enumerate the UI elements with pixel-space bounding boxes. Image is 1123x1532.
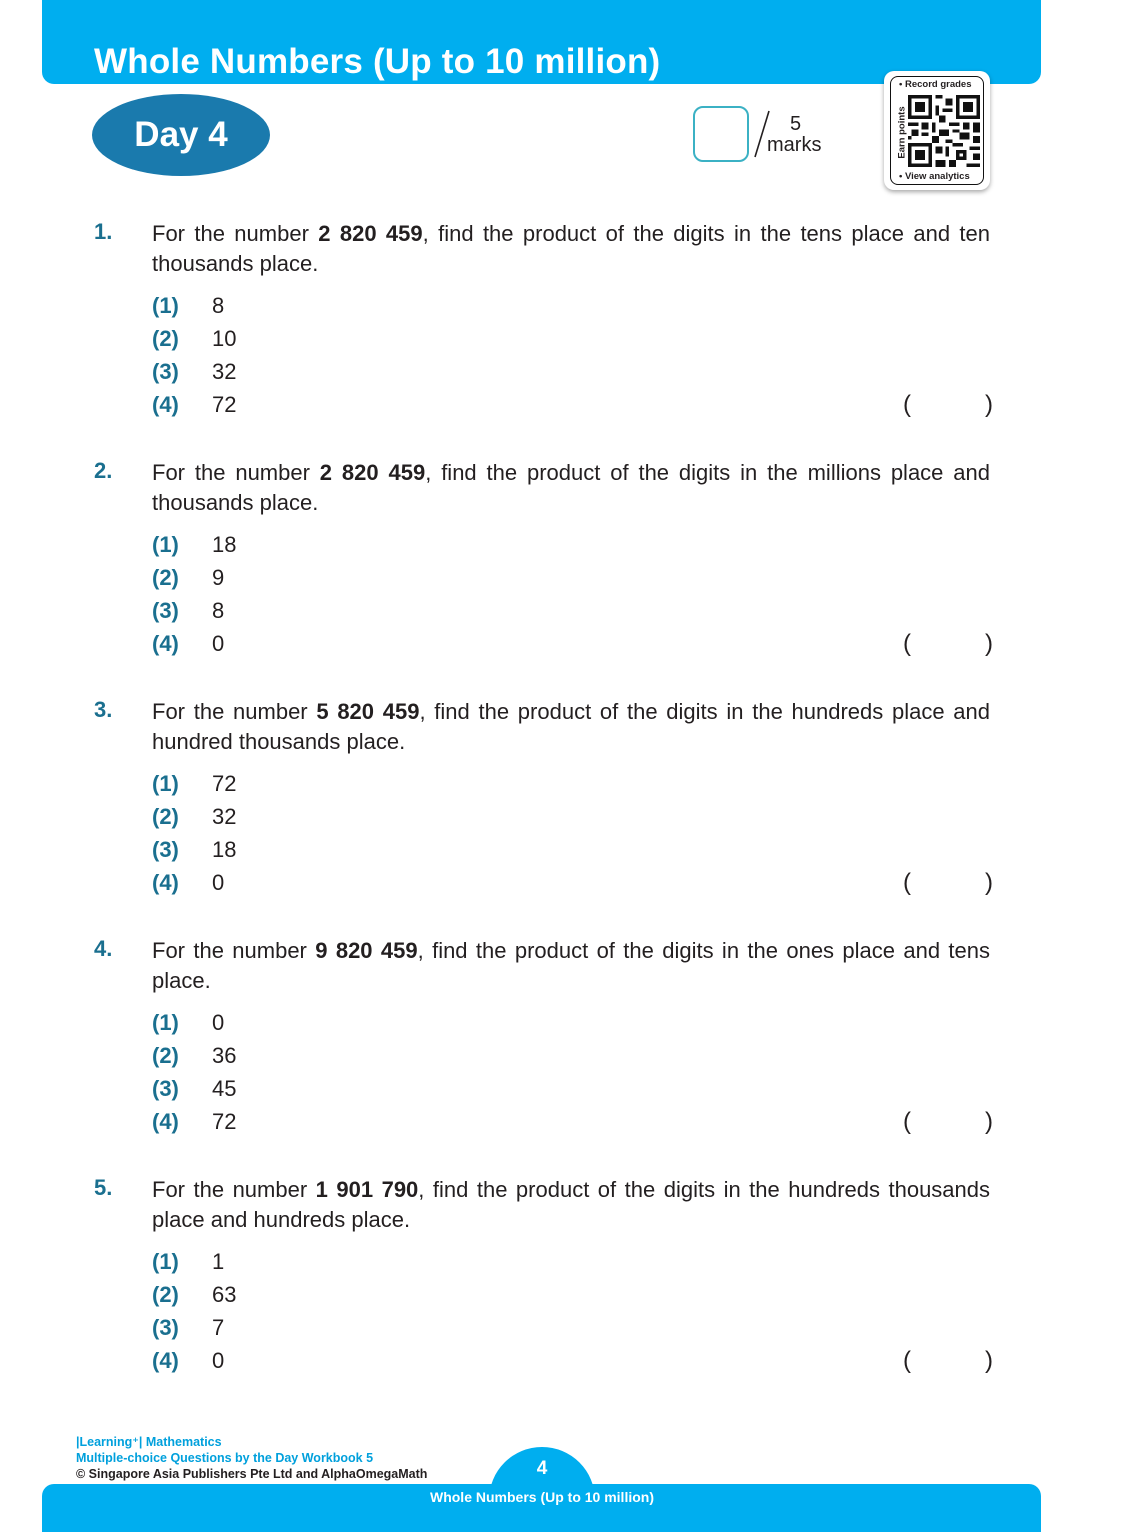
question-number-value: 1 901 790	[315, 1177, 419, 1202]
answer-blank[interactable]: ( )	[903, 869, 993, 896]
option-1[interactable]: (1) 8	[152, 293, 225, 318]
option-1[interactable]: (1) 1	[152, 1249, 225, 1274]
question-number-value: 2 820 459	[319, 460, 426, 485]
answer-blank[interactable]: ( )	[903, 391, 993, 418]
option-4[interactable]: (4) 0	[152, 870, 225, 895]
marks-total: 5	[790, 113, 802, 135]
option-2[interactable]: (2) 32	[152, 804, 237, 829]
question-text: For the number 9 820 459, find the product of the digits in the ones place and tens place.	[152, 938, 990, 993]
option-4[interactable]: (4) 0	[152, 631, 225, 656]
question-number-value: 9 820 459	[315, 938, 418, 963]
question-number: 1.	[94, 219, 113, 244]
page-title: Whole Numbers (Up to 10 million)	[94, 42, 661, 81]
option-4[interactable]: (4) 0	[152, 1348, 225, 1373]
option-4[interactable]: (4) 72	[152, 392, 237, 417]
question-number: 4.	[94, 936, 113, 961]
option-4[interactable]: (4) 72	[152, 1109, 237, 1134]
option-2[interactable]: (2) 63	[152, 1282, 237, 1307]
option-1[interactable]: (1) 18	[152, 532, 237, 557]
question-number-value: 2 820 459	[318, 221, 423, 246]
options-list	[152, 532, 992, 664]
question-number: 5.	[94, 1175, 113, 1200]
option-2[interactable]: (2) 36	[152, 1043, 237, 1068]
options-list	[152, 293, 992, 425]
question-number: 2.	[94, 458, 113, 483]
footer-chapter-title: Whole Numbers (Up to 10 million)	[429, 1489, 654, 1505]
option-2[interactable]: (2) 9	[152, 565, 225, 590]
copyright-line: © Singapore Asia Publishers Pte Ltd and AlphaOmegaMath	[76, 1467, 428, 1481]
option-3[interactable]: (3) 7	[152, 1315, 225, 1340]
option-1[interactable]: (1) 0	[152, 1010, 225, 1035]
question-text: For the number 5 820 459, find the product of the digits in the hundreds place and hundred thousands place.	[152, 699, 991, 754]
day-badge	[92, 94, 270, 176]
option-3[interactable]: (3) 45	[152, 1076, 237, 1101]
brand-line: |Learning⁺| Mathematics	[76, 1435, 222, 1449]
qr-view-analytics-label: • View analytics	[899, 171, 970, 182]
question-number: 3.	[94, 697, 113, 722]
option-3[interactable]: (3) 32	[152, 359, 237, 384]
question-number-value: 5 820 459	[316, 699, 420, 724]
answer-blank[interactable]: ( )	[903, 1108, 993, 1135]
option-1[interactable]: (1) 72	[152, 771, 237, 796]
score-input-box[interactable]	[693, 106, 749, 162]
option-2[interactable]: (2) 10	[152, 326, 237, 351]
option-3[interactable]: (3) 18	[152, 837, 237, 862]
answer-blank[interactable]: ( )	[903, 630, 993, 657]
day-label: Day 4	[134, 115, 228, 154]
question-text: For the number 2 820 459, find the product of the digits in the tens place and ten thousands place.	[152, 221, 990, 276]
footer-credits	[76, 1434, 427, 1482]
option-3[interactable]: (3) 8	[152, 598, 225, 623]
answer-blank[interactable]: ( )	[903, 1347, 993, 1374]
options-list	[152, 1010, 992, 1142]
marks-label: marks	[767, 134, 822, 156]
options-list	[152, 771, 992, 903]
question-text: For the number 2 820 459, find the product of the digits in the millions place and thousands place.	[152, 460, 990, 515]
book-title-line: Multiple-choice Questions by the Day Workbook 5	[76, 1451, 374, 1465]
qr-earn-points-label: Earn points	[896, 106, 908, 159]
question-text: For the number 1 901 790, find the product of the digits in the hundreds thousands place and hundreds place.	[152, 1177, 991, 1232]
qr-code-icon	[908, 93, 980, 169]
options-list	[152, 1249, 992, 1381]
qr-frame	[890, 76, 984, 185]
qr-record-grades-label: • Record grades	[899, 79, 972, 90]
page-number: 4	[536, 1458, 548, 1479]
qr-card[interactable]	[884, 71, 990, 190]
